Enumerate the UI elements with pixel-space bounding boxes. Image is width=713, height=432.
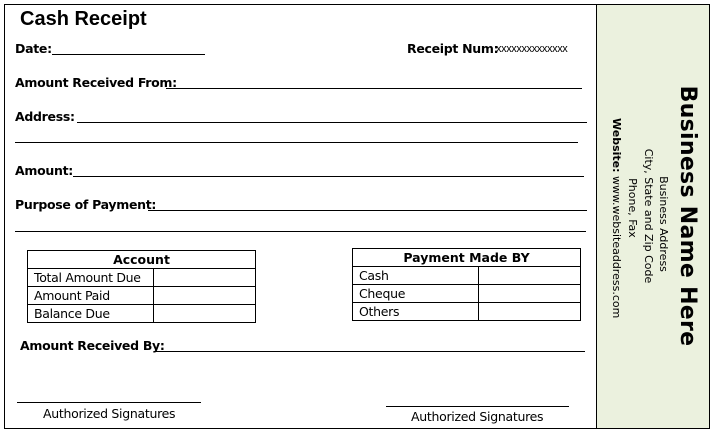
balance-due-cell[interactable]: [154, 305, 256, 323]
business-website: [609, 118, 623, 318]
amount-label: Amount:: [15, 163, 73, 178]
table-row: [353, 285, 581, 303]
payment-table-header: Payment Made BY: [353, 249, 581, 267]
account-row-label: Total Amount Due: [28, 269, 154, 287]
receipt-num-value: xxxxxxxxxxxxxx: [496, 43, 568, 55]
amount-field[interactable]: [73, 176, 584, 177]
website-value[interactable]: www.websiteaddress.com: [610, 176, 623, 319]
amount-received-from-field[interactable]: [166, 88, 582, 89]
signature-line-right[interactable]: [386, 406, 569, 407]
account-row-label: Amount Paid: [28, 287, 154, 305]
others-cell[interactable]: [479, 303, 581, 321]
website-label: Website:: [610, 118, 623, 173]
date-field[interactable]: [52, 54, 205, 55]
amount-received-by-label: Amount Received By:: [20, 338, 165, 353]
date-label: Date:: [15, 41, 52, 56]
amount-received-by-field[interactable]: [154, 351, 585, 352]
payment-method-table: [352, 248, 581, 321]
receipt-num-label: Receipt Num:: [407, 41, 499, 56]
purpose-field-line-2[interactable]: [15, 231, 586, 232]
table-row: [353, 303, 581, 321]
table-row: [28, 269, 256, 287]
account-table: [27, 250, 256, 323]
address-field-line-1[interactable]: [77, 122, 587, 123]
cheque-cell[interactable]: [479, 285, 581, 303]
purpose-label: Purpose of Payment:: [15, 197, 157, 212]
table-row: [28, 287, 256, 305]
payment-row-label: Cash: [353, 267, 479, 285]
business-name: Business Name Here: [675, 85, 700, 347]
account-table-header: Account: [28, 251, 256, 269]
table-row: [28, 305, 256, 323]
signature-line-left[interactable]: [17, 402, 201, 403]
cash-cell[interactable]: [479, 267, 581, 285]
business-address: Business Address: [657, 176, 670, 272]
business-city-state-zip: City, State and Zip Code: [642, 148, 655, 284]
address-label: Address:: [15, 109, 75, 124]
total-amount-due-cell[interactable]: [154, 269, 256, 287]
amount-paid-cell[interactable]: [154, 287, 256, 305]
table-row: [353, 267, 581, 285]
purpose-field-line-1[interactable]: [148, 210, 587, 211]
amount-received-from-label: Amount Received From:: [15, 75, 177, 90]
address-field-line-2[interactable]: [15, 142, 578, 143]
payment-row-label: Cheque: [353, 285, 479, 303]
account-row-label: Balance Due: [28, 305, 154, 323]
business-phone-fax: Phone, Fax: [626, 178, 639, 238]
signature-label-left: Authorized Signatures: [43, 406, 176, 421]
signature-label-right: Authorized Signatures: [411, 409, 544, 424]
receipt-title: Cash Receipt: [20, 8, 147, 30]
payment-row-label: Others: [353, 303, 479, 321]
